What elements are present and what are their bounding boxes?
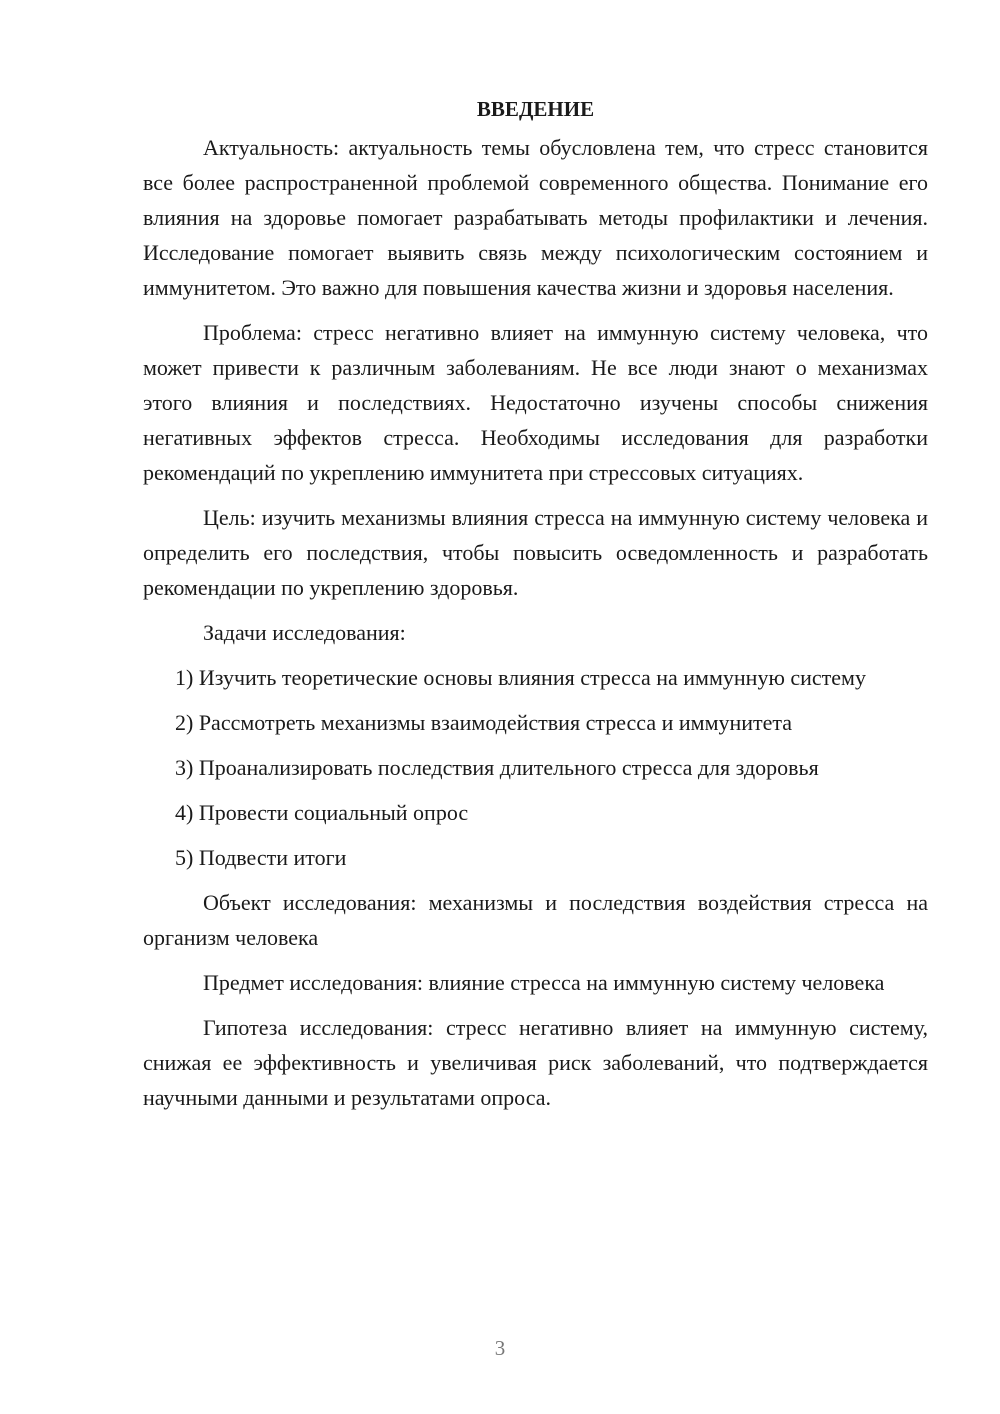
task-item: 4) Провести социальный опрос: [175, 800, 469, 825]
task-item: 1) Изучить теоретические основы влияния стресса на иммунную систему: [175, 665, 866, 690]
paragraph-problem: Проблема: стресс негативно влияет на иммунную систему человека, что может привести к различным заболеваниям. Не все люди знают о механизмах этого влияния и последствиях. Недостаточно изучены способы снижения негативных эффектов стресса. Необходимы исследования для разработки рекомендаций по укреплению иммунитета при стрессовых ситуациях.: [143, 320, 928, 485]
tasks-list: [143, 660, 928, 875]
tasks-heading: Задачи исследования:: [203, 620, 406, 645]
paragraph-hypothesis: Гипотеза исследования: стресс негативно влияет на иммунную систему, снижая ее эффективность и увеличивая риск заболеваний, что подтверждается научными данными и результатами опроса.: [143, 1015, 928, 1110]
paragraph-subject: Предмет исследования: влияние стресса на иммунную систему человека: [203, 970, 885, 995]
page-number: 3: [494, 1336, 506, 1360]
paragraph-relevance: Актуальность: актуальность темы обусловлена тем, что стресс становится все более распространенной проблемой современного общества. Понимание его влияния на здоровье помогает разрабатывать методы профилактики и лечения. Исследование помогает выявить связь между психологическим состоянием и иммунитетом. Это важно для повышения качества жизни и здоровья населения.: [143, 135, 928, 300]
task-item: 2) Рассмотреть механизмы взаимодействия стресса и иммунитета: [175, 710, 793, 735]
section-title: ВВЕДЕНИЕ: [476, 97, 595, 121]
task-item: 5) Подвести итоги: [175, 845, 347, 870]
task-item: 3) Проанализировать последствия длительного стресса для здоровья: [175, 755, 819, 780]
paragraph-object: Объект исследования: механизмы и последствия воздействия стресса на организм человека: [143, 890, 928, 950]
paragraph-goal: Цель: изучить механизмы влияния стресса на иммунную систему человека и определить его последствия, чтобы повысить осведомленность и разработать рекомендации по укреплению здоровья.: [143, 505, 928, 600]
document-page: [143, 92, 928, 1125]
